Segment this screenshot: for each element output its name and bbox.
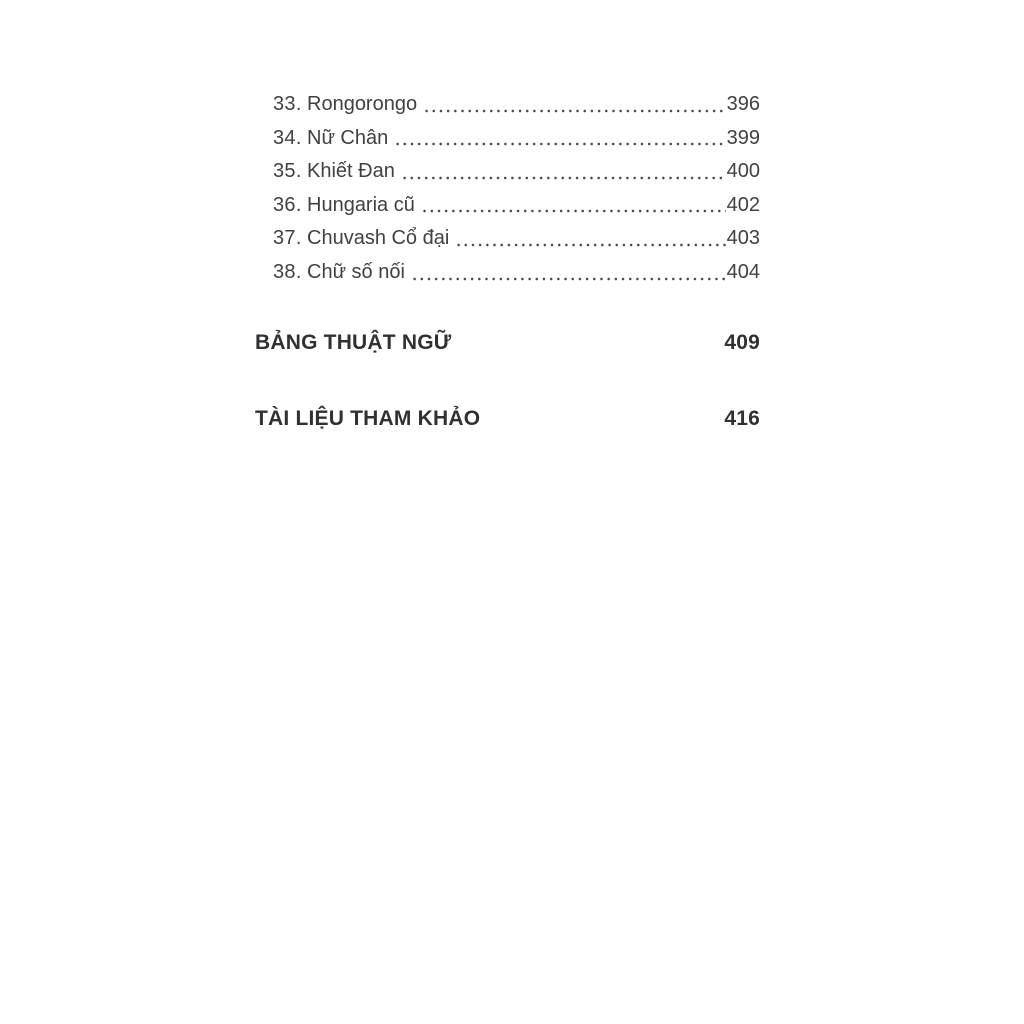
toc-entry-number: 37. [273,227,302,250]
dot-leader [453,243,725,247]
dot-leader [392,142,725,146]
toc-entry [255,189,760,223]
toc-entry-page: 399 [726,126,760,149]
toc-entry-label: Chữ số nối [307,260,405,283]
toc-entry-number: 36. [273,193,302,216]
toc-entry-page: 400 [726,160,760,183]
section-heading [255,406,760,432]
toc-entry-page: 402 [726,193,760,216]
toc-entry-number: 35. [273,160,302,183]
toc-entry [255,122,760,156]
toc-entry [255,88,760,122]
toc-entry-label: Khiết Đan [307,160,395,183]
section-heading-label: TÀI LIỆU THAM KHẢO [255,407,481,430]
toc-entry [255,222,760,256]
toc-entry-label: Rongorongo [307,93,418,115]
toc-entry-page: 403 [726,227,760,250]
section-heading-page: 416 [724,407,760,430]
toc-entry [255,256,760,290]
section-heading-page: 409 [724,331,760,354]
toc-entry [255,155,760,189]
dot-leader [421,109,726,113]
toc-list [255,88,760,290]
toc-entry-label: Nữ Chân [307,126,389,149]
toc-entry-page: 396 [726,93,760,115]
section-heading [255,330,760,356]
toc-entry-label: Hungaria cũ [307,193,415,216]
dot-leader [409,277,726,281]
dot-leader [399,176,726,180]
toc-entry-label: Chuvash Cổ đại [307,227,450,250]
toc-entry-number: 38. [273,260,302,283]
dot-leader [419,209,726,213]
section-heading-label: BẢNG THUẬT NGỮ [255,331,452,354]
toc-entry-number: 33. [273,93,302,115]
toc-entry-page: 404 [726,260,760,283]
toc-entry-number: 34. [273,126,302,149]
